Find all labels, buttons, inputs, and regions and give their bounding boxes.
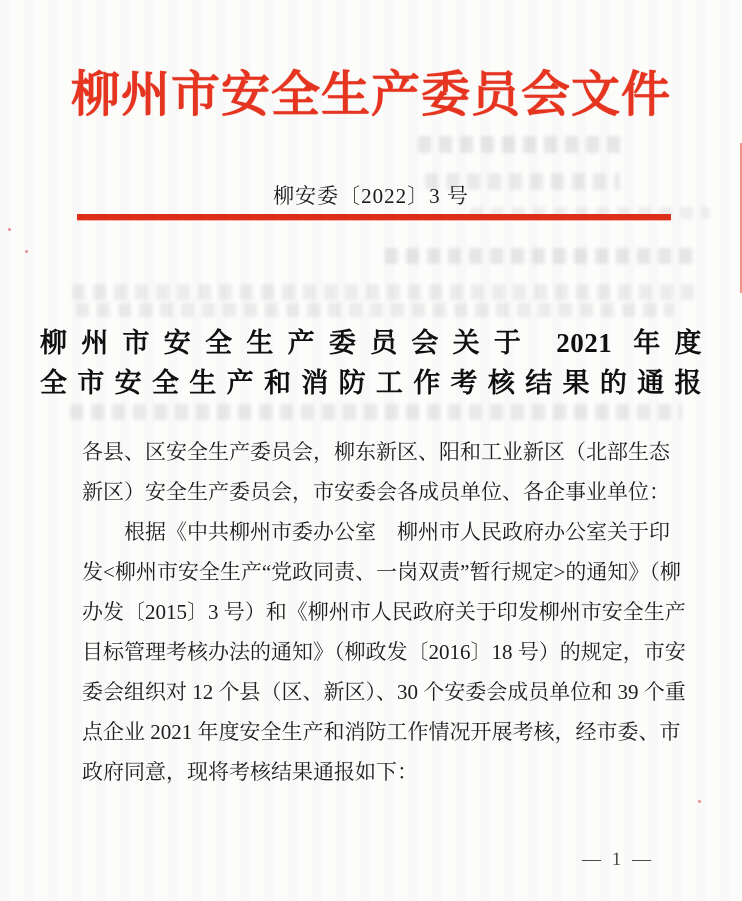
- text-line: 全市安全生产和消防工作考核结果的通报: [40, 368, 702, 398]
- text-line: 新区）安全生产委员会，市安委会各成员单位、各企事业单位：: [82, 480, 670, 504]
- bleed-through-artifact: [70, 404, 682, 420]
- main-paragraph: [82, 512, 686, 792]
- letterhead-agency-title: 柳州市安全生产委员会文件: [70, 67, 671, 122]
- salutation-paragraph: [82, 432, 670, 512]
- bleed-through-artifact: [76, 303, 674, 317]
- text-line: 办发〔2015〕3 号）和《柳州市人民政府关于印发柳州市安全生产: [82, 600, 686, 624]
- text-line: 目标管理考核办法的通知》（柳政发〔2016〕18 号）的规定，市安: [82, 640, 686, 664]
- bleed-through-artifact: [418, 136, 623, 153]
- text-line: 点企业 2021 年度安全生产和消防工作情况开展考核，经市委、市: [82, 720, 681, 744]
- scan-speck: [25, 250, 28, 253]
- text-line: 发<柳州市安全生产“党政同责、一岗双责”暂行规定>的通知》（柳: [82, 560, 681, 584]
- bleed-through-artifact: [72, 284, 700, 300]
- body-text-column: [82, 432, 686, 792]
- document-number: 柳安委〔2022〕3 号: [273, 184, 469, 208]
- letterhead-red-rule: [77, 214, 671, 220]
- scan-speck: [8, 228, 11, 231]
- document-title: [40, 322, 702, 402]
- bleed-through-artifact: [385, 248, 700, 264]
- text-line: 各县、区安全生产委员会，柳东新区、阳和工业新区（北部生态: [82, 440, 670, 464]
- scan-speck: [698, 800, 701, 803]
- text-line: 政府同意，现将考核结果通报如下：: [82, 760, 418, 784]
- text-line: 委会组织对 12 个县（区、新区）、30 个安委会成员单位和 39 个重: [82, 680, 686, 704]
- text-line: 根据《中共柳州市委办公室 柳州市人民政府办公室关于印: [124, 520, 670, 544]
- page-number: — 1 —: [582, 849, 654, 870]
- text-line: 柳州市安全生产委员会关于 2021 年度: [40, 328, 702, 358]
